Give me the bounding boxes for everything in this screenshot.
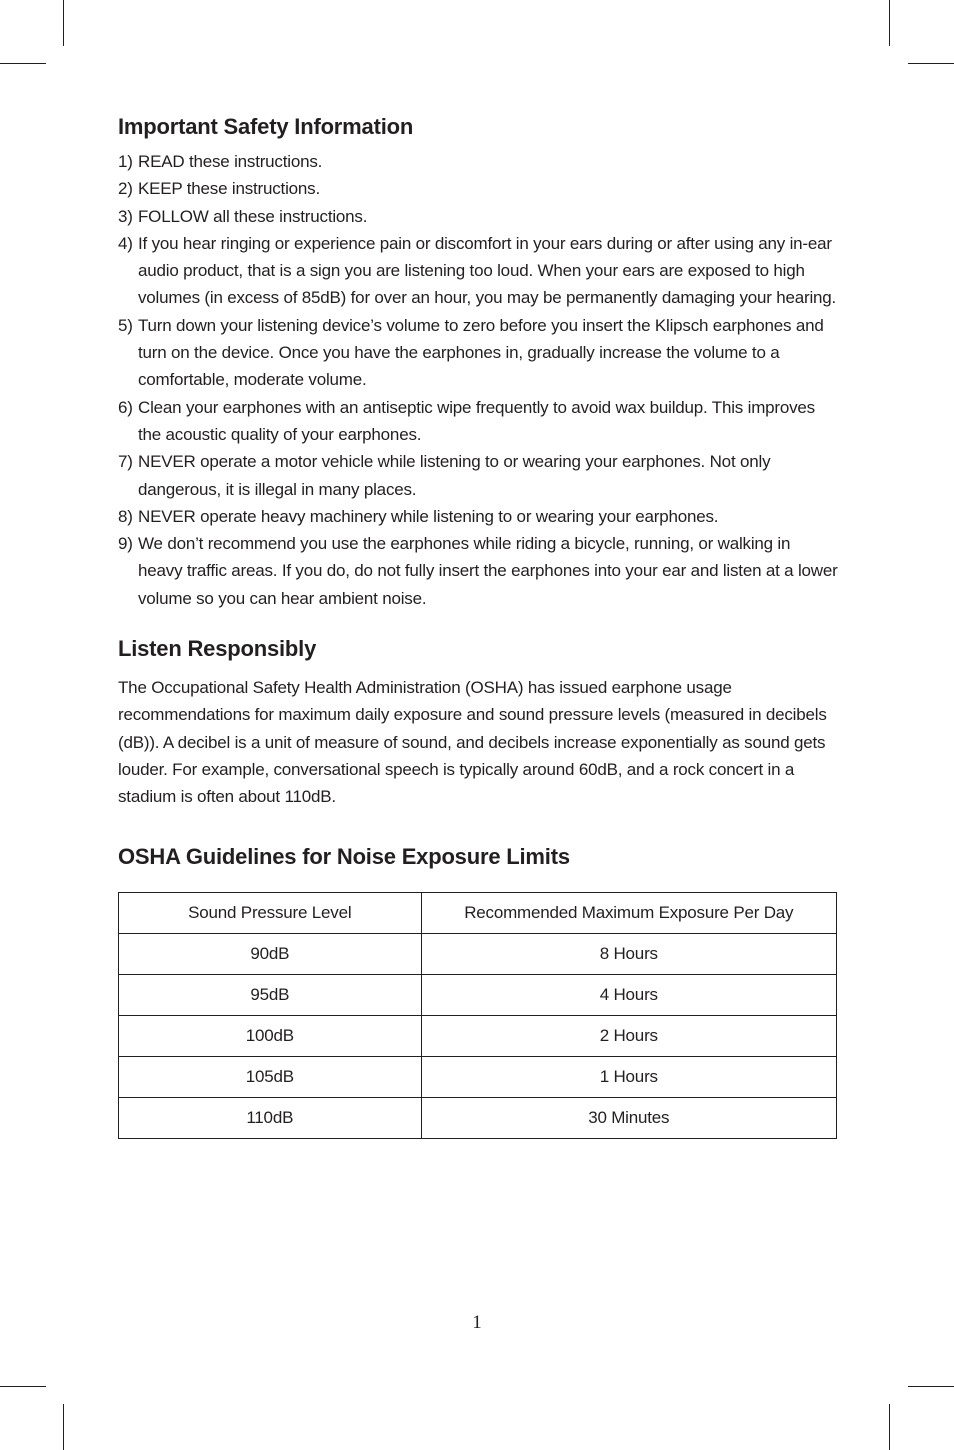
- item-number: 6): [118, 397, 133, 417]
- crop-mark: [63, 1404, 64, 1450]
- list-item: [118, 148, 838, 175]
- page-number: 1: [472, 1312, 482, 1333]
- table-header-cell: Sound Pressure Level: [119, 892, 422, 933]
- table-cell: 2 Hours: [421, 1015, 836, 1056]
- table-row: [119, 1097, 837, 1138]
- list-item: [118, 448, 838, 503]
- item-text: We don’t recommend you use the earphones while riding a bicycle, running, or walking in heavy traffic areas. If you do, do not fully insert the earphones into your ear and listen at a lower volume so you can hear ambient noise.: [138, 534, 838, 608]
- item-number: 3): [118, 206, 133, 226]
- item-number: 1): [118, 152, 133, 171]
- list-item: [118, 503, 838, 530]
- table-cell: 30 Minutes: [421, 1097, 836, 1138]
- table-cell: 8 Hours: [421, 933, 836, 974]
- item-number: 5): [118, 315, 133, 335]
- item-number: 7): [118, 452, 133, 472]
- safety-list: [118, 148, 838, 612]
- crop-mark: [889, 0, 890, 46]
- document-content: [118, 112, 838, 1139]
- list-item: [118, 175, 838, 202]
- item-number: 2): [118, 179, 133, 199]
- crop-mark: [0, 63, 46, 64]
- item-number: 9): [118, 534, 133, 554]
- safety-title: Important Safety Information: [118, 114, 414, 139]
- table-row: [119, 933, 837, 974]
- table-cell: 105dB: [119, 1056, 422, 1097]
- list-item: [118, 230, 838, 312]
- table-row: [119, 1015, 837, 1056]
- list-item: [118, 203, 838, 230]
- table-cell: 100dB: [119, 1015, 422, 1056]
- table-row: [119, 1056, 837, 1097]
- item-number: 4): [118, 233, 133, 253]
- listen-paragraph: The Occupational Safety Health Administration (OSHA) has issued earphone usage recommendations for maximum daily exposure and sound pressure levels (measured in decibels (dB)). A decibel is a unit of measure of sound, and decibels increase exponentially as sound gets louder. For example, conversational speech is typically around 60dB, and a rock concert in a stadium is often about 110dB.: [118, 678, 827, 807]
- crop-mark: [63, 0, 64, 46]
- item-text: KEEP these instructions.: [138, 179, 320, 199]
- table-cell: 90dB: [119, 933, 422, 974]
- item-text: Clean your earphones with an antiseptic wipe frequently to avoid wax buildup. This improves the acoustic quality of your earphones.: [138, 397, 815, 444]
- crop-mark: [0, 1386, 46, 1387]
- item-text: If you hear ringing or experience pain or discomfort in your ears during or after using any in-ear audio product, that is a sign you are listening too loud. When your ears are exposed to high volumes (in excess of 85dB) for over an hour, you may be permanently damaging your hearing.: [138, 233, 837, 308]
- crop-mark: [908, 1386, 954, 1387]
- table-cell: 110dB: [119, 1097, 422, 1138]
- list-item: [118, 394, 838, 449]
- item-number: 8): [118, 506, 133, 526]
- item-text: NEVER operate a motor vehicle while listening to or wearing your earphones. Not only dangerous, it is illegal in many places.: [138, 452, 771, 499]
- item-text: READ these instructions.: [138, 152, 323, 171]
- table-cell: 1 Hours: [421, 1056, 836, 1097]
- item-text: Turn down your listening device’s volume to zero before you insert the Klipsch earphones and turn on the device. Once you have the earphones in, gradually increase the volume to a comfortable, moderate volume.: [138, 315, 824, 390]
- table-header-row: [119, 892, 837, 933]
- list-item: [118, 530, 838, 612]
- list-item: [118, 312, 838, 394]
- item-text: NEVER operate heavy machinery while listening to or wearing your earphones.: [138, 506, 719, 526]
- crop-mark: [889, 1404, 890, 1450]
- listen-title: Listen Responsibly: [118, 636, 317, 662]
- crop-mark: [908, 63, 954, 64]
- item-text: FOLLOW all these instructions.: [138, 206, 368, 226]
- osha-title: OSHA Guidelines for Noise Exposure Limits: [118, 843, 570, 869]
- table-cell: 95dB: [119, 974, 422, 1015]
- table-row: [119, 974, 837, 1015]
- table-header-cell: Recommended Maximum Exposure Per Day: [421, 892, 836, 933]
- table-cell: 4 Hours: [421, 974, 836, 1015]
- osha-table: [118, 892, 837, 1139]
